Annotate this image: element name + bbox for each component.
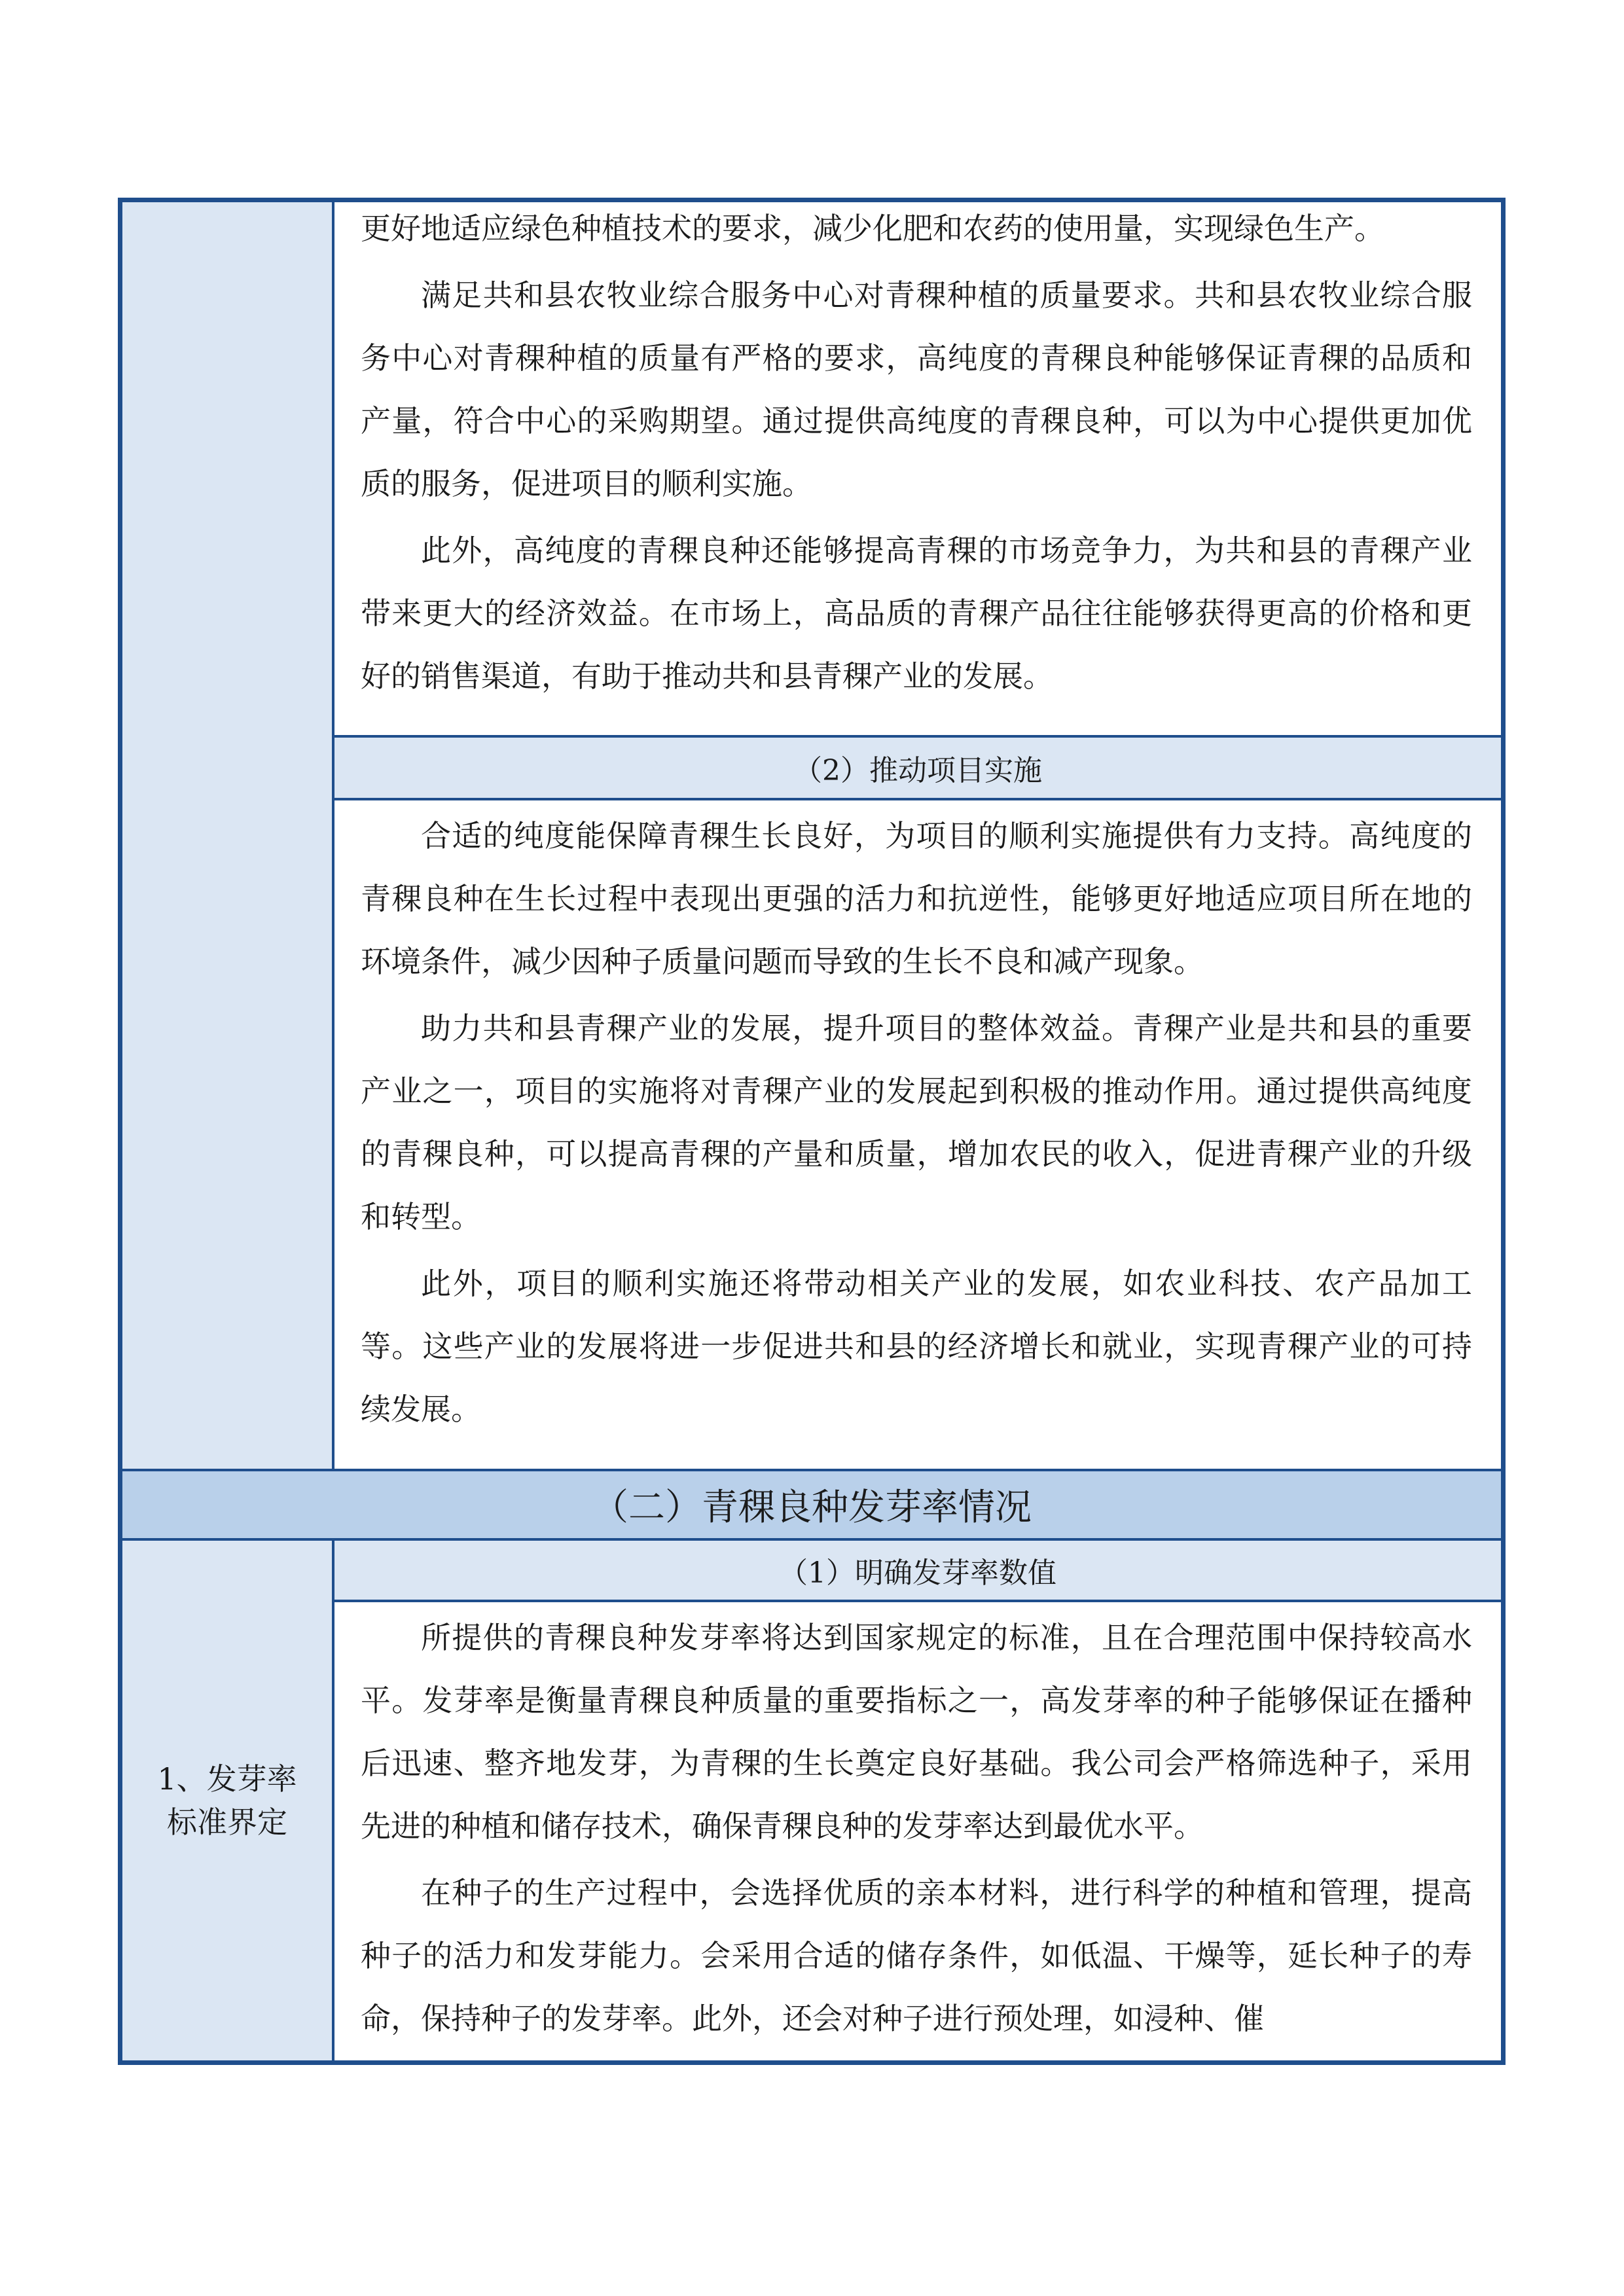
subsection-heading [334, 738, 1501, 798]
row-divider [332, 798, 1501, 800]
paragraph: 合适的纯度能保障青稞生长良好，为项目的顺利实施提供有力支持。高纯度的青稞良种在生长过程中表现出更强的活力和抗逆性，能够更好地适应项目所在地的环境条件，减少因种子质量问题而导致的生长不良和减产现象。 [361, 818, 1472, 979]
row-divider [332, 1600, 1501, 1602]
subsection-text-block [334, 804, 1501, 1465]
section-heading-text: （二）青稞良种发芽率情况 [592, 1486, 1032, 1529]
row-text-block [334, 1606, 1501, 2060]
paragraph: 助力共和县青稞产业的发展，提升项目的整体效益。青稞产业是共和县的重要产业之一，项目的实施将对青稞产业的发展起到积极的推动作用。通过提供高纯度的青稞良种，可以提高青稞的产量和质量，增加农民的收入，促进青稞产业的升级和转型。 [361, 1011, 1472, 1234]
paragraph: 在种子的生产过程中，会选择优质的亲本材料，进行科学的种植和管理，提高种子的活力和发芽能力。会采用合适的储存条件，如低温、干燥等，延长种子的寿命，保持种子的发芽率。此外，还会对种子进行预处理，如浸种、催 [361, 1875, 1472, 2036]
paragraph: 此外，项目的顺利实施还将带动相关产业的发展，如农业科技、农产品加工等。这些产业的发展将进一步促进共和县的经济增长和就业，实现青稞产业的可持续发展。 [361, 1266, 1472, 1427]
row-label-line: 1、发芽率 [157, 1761, 297, 1797]
paragraph: 所提供的青稞良种发芽率将达到国家规定的标准，且在合理范围中保持较高水平。发芽率是衡量青稞良种质量的重要指标之一，高发芽率的种子能够保证在播种后迅速、整齐地发芽，为青稞的生长奠定良好基础。我公司会严格筛选种子，采用先进的种植和储存技术，确保青稞良种的发芽率达到最优水平。 [361, 1620, 1472, 1844]
paragraph: 此外，高纯度的青稞良种还能够提高青稞的市场竞争力，为共和县的青稞产业带来更大的经济效益。在市场上，高品质的青稞产品往往能够获得更高的价格和更好的销售渠道，有助于推动共和县青稞产业的发展。 [361, 533, 1472, 694]
column-divider [332, 202, 334, 1469]
row-subheading-text: （1）明确发芽率数值 [779, 1556, 1056, 1590]
row-label-line: 标准界定 [167, 1804, 287, 1840]
content-table [118, 198, 1506, 2065]
subsection-heading-text: （2）推动项目实施 [793, 754, 1042, 787]
section-heading [122, 1471, 1501, 1538]
left-column-top [122, 202, 332, 1469]
row-label [122, 1541, 332, 2060]
row-subheading [334, 1541, 1501, 1600]
paragraph: 满足共和县农牧业综合服务中心对青稞种植的质量要求。共和县农牧业综合服务中心对青稞种植的质量有严格的要求，高纯度的青稞良种能够保证青稞的品质和产量，符合中心的采购期望。通过提供高纯度的青稞良种，可以为中心提供更加优质的服务，促进项目的顺利实施。 [361, 278, 1472, 501]
paragraph: 更好地适应绿色种植技术的要求，减少化肥和农药的使用量，实现绿色生产。 [361, 211, 1384, 246]
